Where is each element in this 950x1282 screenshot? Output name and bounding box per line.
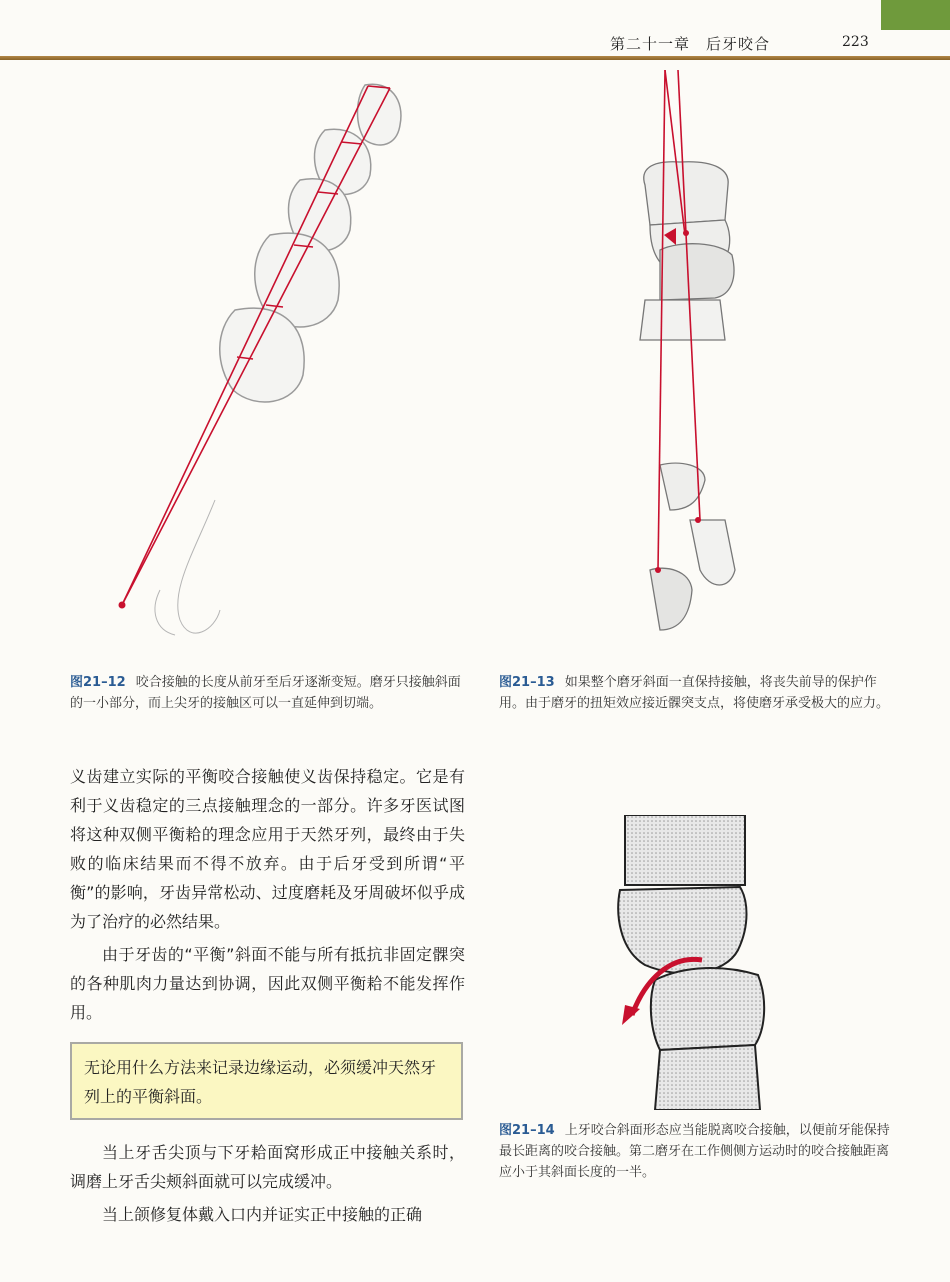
contact-point-lower bbox=[695, 517, 701, 523]
mandible-outline bbox=[178, 500, 220, 633]
chapter-tab bbox=[881, 0, 950, 30]
figure-21-12-illustration bbox=[100, 70, 460, 660]
contact-point-bottom bbox=[655, 567, 661, 573]
running-head: 第二十一章 后牙咬合 bbox=[610, 35, 771, 53]
header-rule bbox=[0, 56, 950, 60]
figure-21-13-label: 图21–13 bbox=[499, 675, 555, 690]
figure-21-13-caption bbox=[499, 672, 897, 714]
body-paragraph-2: 由于牙齿的“平衡”斜面不能与所有抵抗非固定髁突的各种肌肉力量达到协调，因此双侧平衡耠不能发挥作用。 bbox=[70, 945, 465, 1022]
body-paragraph-4: 当上颌修复体戴入口内并证实正中接触的正确 bbox=[102, 1205, 423, 1224]
upper-root bbox=[640, 300, 725, 340]
figure-21-14-caption bbox=[499, 1120, 897, 1183]
figure-21-12-label: 图21–12 bbox=[70, 675, 126, 690]
contact-point-upper bbox=[683, 230, 689, 236]
body-paragraph-3: 当上牙舌尖顶与下牙耠面窝形成正中接触关系时，调磨上牙舌尖颊斜面就可以完成缓冲。 bbox=[70, 1143, 465, 1191]
mandible-edge bbox=[155, 590, 175, 635]
page-number: 223 bbox=[842, 34, 869, 50]
molar-2-outline bbox=[220, 308, 304, 402]
upper-root bbox=[625, 815, 745, 885]
lower-crown bbox=[651, 968, 764, 1050]
contact-line-inner bbox=[122, 88, 390, 605]
contact-line-outer bbox=[122, 86, 368, 605]
lower-tooth-root bbox=[690, 520, 735, 585]
figure-21-14-caption-text: 上牙咬合斜面形态应当能脱离咬合接触，以便前牙能保持最长距离的咬合接触。第二磨牙在工作侧侧方运动时的咬合接触距离应小于其斜面长度的一半。 bbox=[499, 1123, 890, 1180]
figure-21-13-caption-text: 如果整个磨牙斜面一直保持接触，将丧失前导的保护作用。由于磨牙的扭矩效应接近髁突支点，将使磨牙承受极大的应力。 bbox=[499, 675, 890, 711]
body-paragraph-1: 义齿建立实际的平衡咬合接触使义齿保持稳定。它是有利于义齿稳定的三点接触理念的一部分。许多牙医试图将这种双侧平衡耠的理念应用于天然牙列，最终由于失败的临床结果而不得不放弃。由于后牙受到所谓“平衡”的影响，牙齿异常松动、过度磨耗及牙周破坏似乎成为了治疗的必然结果。 bbox=[70, 767, 465, 931]
key-point-callout: 无论用什么方法来记录边缘运动，必须缓冲天然牙列上的平衡斜面。 bbox=[70, 1042, 463, 1120]
lower-root bbox=[655, 1045, 760, 1110]
figure-21-12-caption bbox=[70, 672, 465, 714]
condyle-pivot-point bbox=[119, 602, 126, 609]
lower-premolar-outline bbox=[650, 568, 692, 630]
upper-molar-outline bbox=[644, 162, 728, 225]
figure-21-14-label: 图21–14 bbox=[499, 1123, 555, 1138]
lower-molar-outline bbox=[660, 244, 734, 300]
figure-21-14-illustration bbox=[610, 815, 780, 1110]
figure-21-13-illustration bbox=[620, 70, 760, 660]
figure-21-12-caption-text: 咬合接触的长度从前牙至后牙逐渐变短。磨牙只接触斜面的一小部分，而上尖牙的接触区可以一直延伸到切端。 bbox=[70, 675, 461, 711]
